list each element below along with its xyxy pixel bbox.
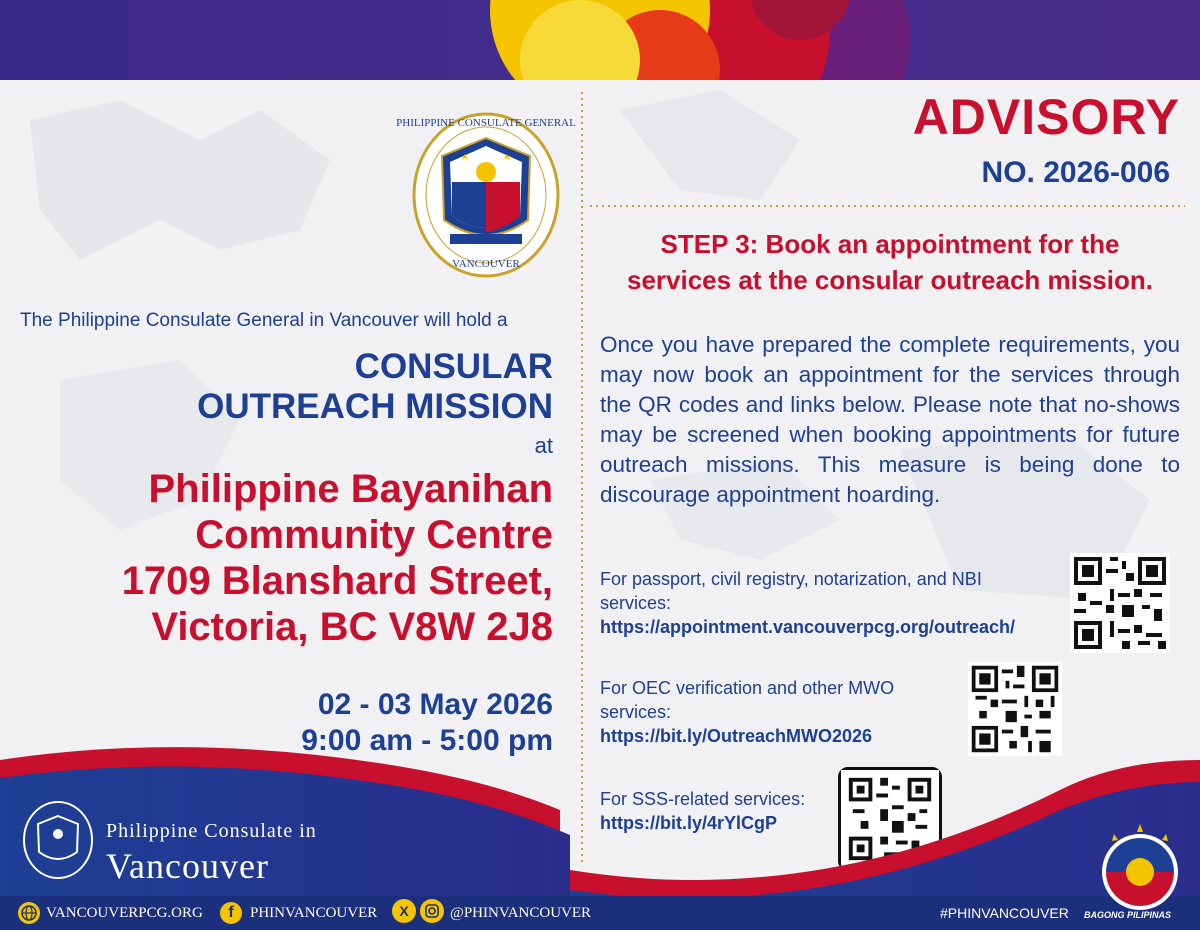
- social-handle[interactable]: @PHINVANCOUVER: [450, 905, 592, 921]
- footer-org-line2: Vancouver: [106, 846, 269, 886]
- consulate-seal: [396, 110, 576, 280]
- advisory-title: ADVISORY: [912, 89, 1180, 145]
- event-title-line2: OUTREACH MISSION: [197, 387, 553, 426]
- service-passport-line1: For passport, civil registry, notarization, and NBI: [600, 569, 982, 589]
- advisory-number: NO. 2026-006: [981, 156, 1170, 189]
- footer-seal-logo: [20, 800, 96, 880]
- step-heading-line2: services at the consular outreach mission.: [627, 265, 1153, 295]
- event-title-line1: CONSULAR: [354, 347, 553, 386]
- bagong-pilipinas-label: BAGONG PILIPINAS: [1084, 910, 1172, 920]
- footer-wave: [0, 700, 1200, 930]
- instagram-icon: [420, 899, 444, 923]
- step-heading-line1: STEP 3: Book an appointment for the: [660, 229, 1120, 259]
- website-link[interactable]: VANCOUVERPCG.ORG: [46, 905, 203, 921]
- instructions-paragraph: Once you have prepared the complete requirements, you may now book an appointment for the services through the QR codes and links below. Please note that no-shows may be screened when booking appointments for future outreach missions. This measure is being done to discourage appointment hoarding.: [600, 332, 1180, 507]
- bagong-pilipinas-logo: [1092, 820, 1188, 912]
- venue-name-line2: Community Centre: [195, 513, 553, 557]
- seal-text-top: PHILIPPINE CONSULATE GENERAL: [396, 117, 576, 129]
- event-time: 9:00 am - 5:00 pm: [301, 724, 553, 757]
- event-date: 02 - 03 May 2026: [317, 688, 553, 721]
- venue-address-line2: Victoria, BC V8W 2J8: [151, 605, 553, 649]
- passport-appointment-link[interactable]: https://appointment.vancouverpcg.org/outreach/: [600, 617, 1016, 637]
- facebook-handle[interactable]: PHINVANCOUVER: [250, 905, 378, 921]
- venue-address-line1: 1709 Blanshard Street,: [121, 559, 553, 603]
- service-sss-line1: For SSS-related services:: [600, 789, 806, 809]
- intro-text: The Philippine Consulate General in Vancouver will hold a: [20, 310, 508, 331]
- service-oec-line1: For OEC verification and other MWO: [600, 678, 895, 698]
- sss-appointment-link[interactable]: https://bit.ly/4rYlCgP: [600, 813, 778, 833]
- service-passport-block: [600, 567, 1040, 639]
- seal-text-bottom: VANCOUVER: [452, 258, 520, 270]
- globe-icon: [18, 902, 40, 924]
- service-passport-line2: services:: [600, 593, 672, 613]
- facebook-icon: f: [220, 902, 242, 924]
- oec-appointment-link[interactable]: https://bit.ly/OutreachMWO2026: [600, 726, 873, 746]
- qr-code-passport[interactable]: [1070, 553, 1170, 653]
- hashtag: #PHINVANCOUVER: [940, 905, 1069, 921]
- x-icon: X: [392, 899, 416, 923]
- venue-name-line1: Philippine Bayanihan: [148, 467, 553, 511]
- service-oec-line2: services:: [600, 702, 672, 722]
- at-label: at: [534, 433, 553, 458]
- footer-org-line1: Philippine Consulate in: [106, 820, 317, 842]
